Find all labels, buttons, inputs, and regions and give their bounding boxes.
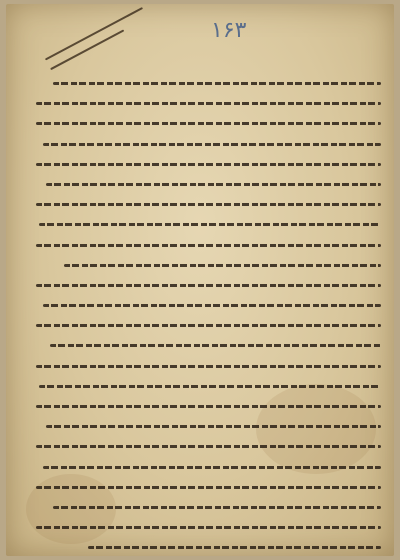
handwritten-script: [36, 244, 381, 247]
handwritten-script: [39, 223, 381, 226]
manuscript-page: [6, 4, 394, 556]
manuscript-line: [36, 296, 381, 315]
handwritten-script: [36, 284, 381, 287]
manuscript-line: [36, 357, 381, 376]
manuscript-line: [36, 498, 381, 517]
manuscript-line: [36, 236, 381, 255]
manuscript-line: [36, 256, 381, 275]
handwritten-script: [43, 143, 381, 146]
manuscript-text-block: [36, 74, 381, 544]
manuscript-line: [36, 478, 381, 497]
handwritten-script: [36, 365, 381, 368]
manuscript-line: [36, 94, 381, 113]
handwritten-script: [36, 163, 381, 166]
manuscript-line: [36, 336, 381, 355]
manuscript-line: [36, 437, 381, 456]
handwritten-script: [53, 82, 381, 85]
manuscript-line: [36, 397, 381, 416]
handwritten-script: [43, 304, 381, 307]
handwritten-script: [39, 385, 381, 388]
manuscript-line: [36, 417, 381, 436]
manuscript-line: [36, 316, 381, 335]
manuscript-line: [36, 135, 381, 154]
manuscript-line: [36, 276, 381, 295]
manuscript-line: [36, 114, 381, 133]
manuscript-line: [36, 175, 381, 194]
handwritten-script: [46, 183, 381, 186]
handwritten-script: [53, 506, 381, 509]
handwritten-script: [43, 466, 381, 469]
handwritten-script: [36, 405, 381, 408]
handwritten-script: [36, 526, 381, 529]
manuscript-line: [36, 215, 381, 234]
handwritten-script: [36, 486, 381, 489]
manuscript-line: [36, 377, 381, 396]
handwritten-script: [46, 425, 381, 428]
manuscript-line: [36, 195, 381, 214]
handwritten-script: [64, 264, 381, 267]
manuscript-line: [36, 155, 381, 174]
handwritten-script: [88, 546, 381, 549]
manuscript-line: [36, 538, 381, 557]
handwritten-script: [36, 122, 381, 125]
manuscript-line: [36, 518, 381, 537]
handwritten-script: [36, 445, 381, 448]
manuscript-line: [36, 458, 381, 477]
page-number: ۱۶۳: [211, 18, 247, 43]
handwritten-script: [36, 324, 381, 327]
handwritten-script: [36, 203, 381, 206]
handwritten-script: [50, 344, 381, 347]
handwritten-script: [36, 102, 381, 105]
manuscript-line: [36, 74, 381, 93]
